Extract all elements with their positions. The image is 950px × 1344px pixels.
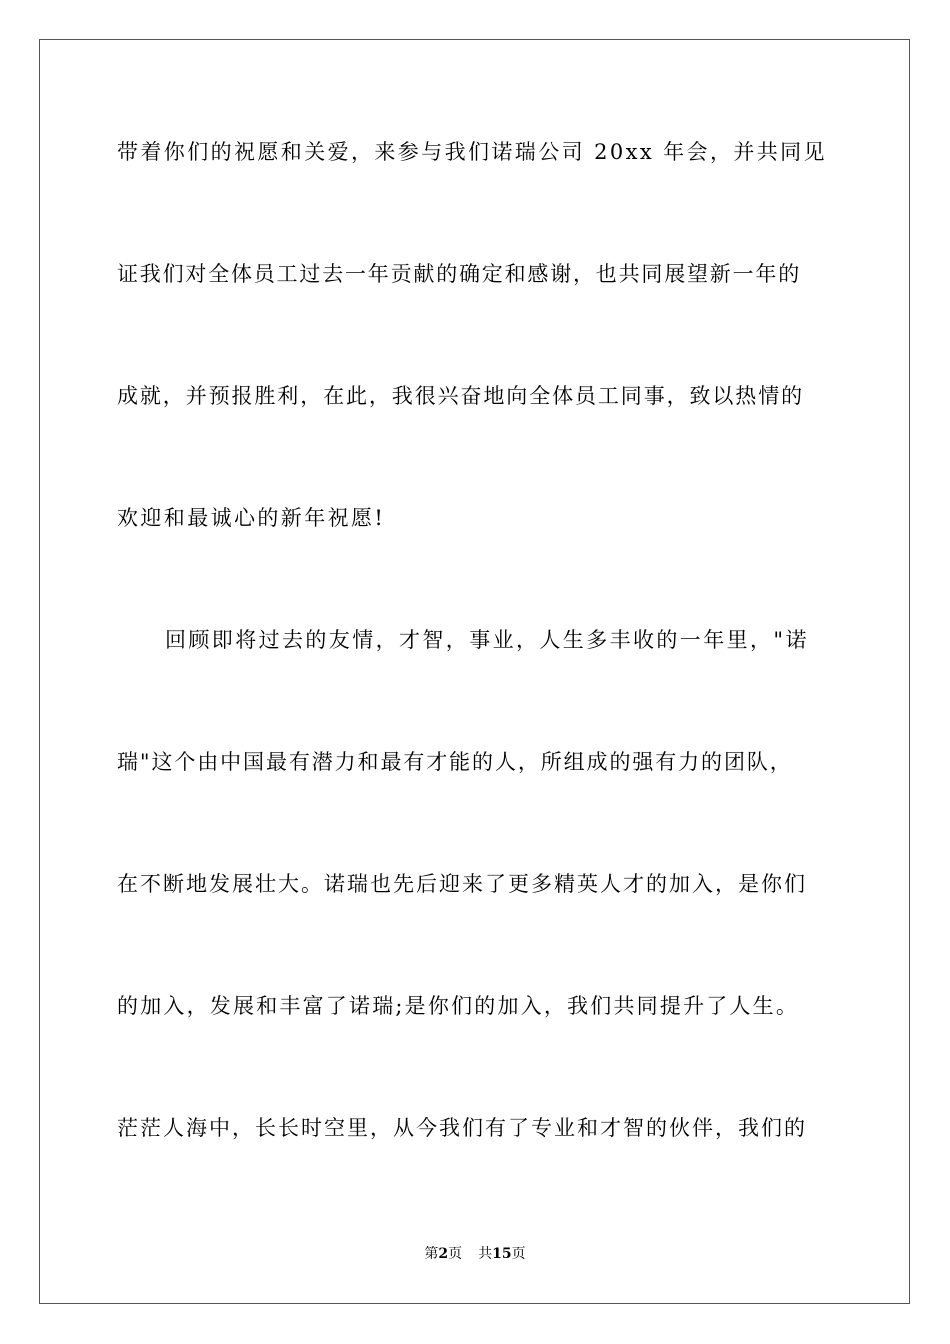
total-prefix: 共	[478, 1246, 493, 1262]
text-line-6: 瑞"这个由中国最有潜力和最有才能的人，所组成的强有力的团队，	[117, 750, 793, 774]
text-line-5: 回顾即将过去的友情，才智，事业，人生多丰收的一年里，"诺	[165, 628, 809, 652]
text-line-8: 的加入，发展和丰富了诺瑞;是你们的加入，我们共同提升了人生。	[117, 994, 800, 1018]
page-number: 2	[438, 1246, 449, 1262]
text-line-4: 欢迎和最诚心的新年祝愿!	[117, 506, 386, 530]
page-prefix: 第	[424, 1246, 439, 1262]
total-pages: 15	[492, 1246, 512, 1262]
page-suffix: 页	[448, 1246, 463, 1262]
text-line-2: 证我们对全体员工过去一年贡献的确定和感谢，也共同展望新一年的	[117, 262, 801, 286]
total-suffix: 页	[511, 1246, 526, 1262]
text-line-9: 茫茫人海中，长长时空里，从今我们有了专业和才智的伙伴，我们的	[117, 1116, 807, 1140]
text-line-1: 带着你们的祝愿和关爱，来参与我们诺瑞公司 20xx 年会，并共同见	[117, 140, 827, 164]
page-footer	[0, 1244, 950, 1264]
text-line-7: 在不断地发展壮大。诺瑞也先后迎来了更多精英人才的加入，是你们	[117, 872, 807, 896]
text-line-3: 成就，并预报胜利，在此，我很兴奋地向全体员工同事，致以热情的	[117, 384, 804, 408]
